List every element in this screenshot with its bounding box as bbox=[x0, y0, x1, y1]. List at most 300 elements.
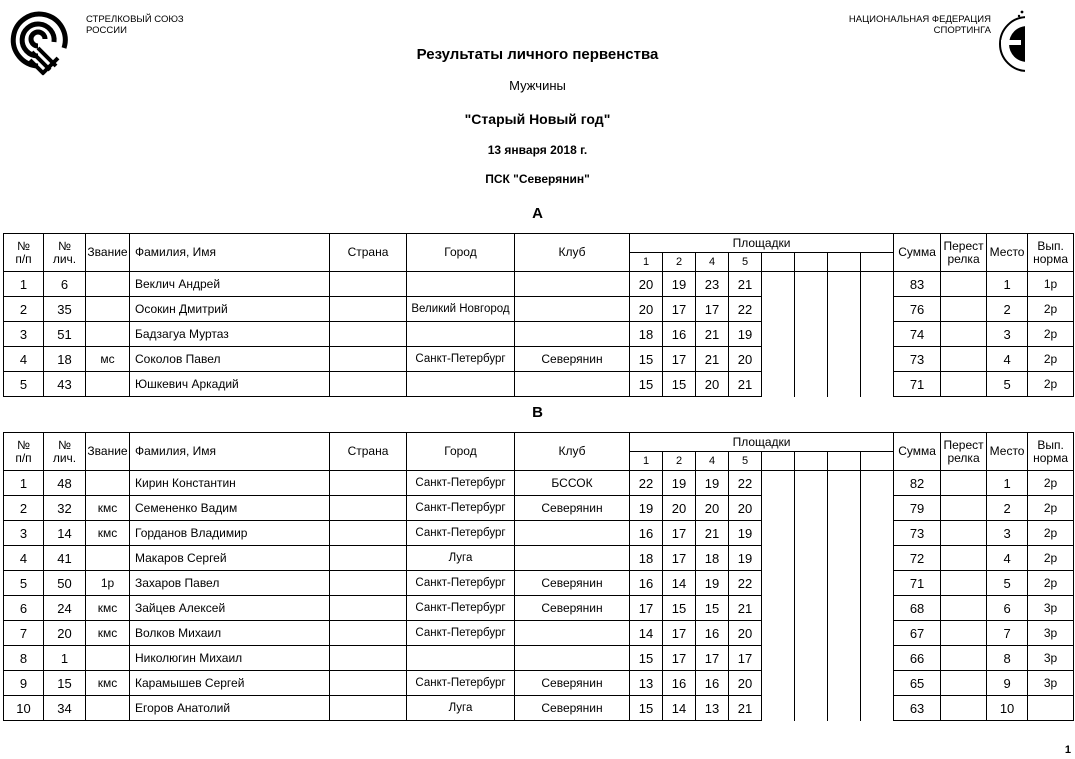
col-header-place: Место bbox=[987, 433, 1028, 471]
sport-rank bbox=[86, 646, 130, 671]
city: Санкт-Петербург bbox=[407, 671, 515, 696]
range-score-empty bbox=[828, 496, 861, 521]
total-score: 72 bbox=[894, 546, 941, 571]
city: Санкт-Петербург bbox=[407, 596, 515, 621]
place: 5 bbox=[987, 571, 1028, 596]
total-score: 65 bbox=[894, 671, 941, 696]
col-header-club: Клуб bbox=[515, 234, 630, 272]
country bbox=[330, 496, 407, 521]
header-line: № bbox=[58, 238, 71, 253]
range-score-empty bbox=[828, 347, 861, 372]
sport-rank: кмс bbox=[86, 596, 130, 621]
total-score: 68 bbox=[894, 596, 941, 621]
range-score-empty bbox=[828, 546, 861, 571]
norm-achieved: 1р bbox=[1028, 272, 1074, 297]
col-header-norm bbox=[1028, 433, 1074, 471]
table-row bbox=[4, 521, 1074, 546]
total-score: 73 bbox=[894, 521, 941, 546]
range-score: 22 bbox=[729, 471, 762, 496]
athlete-name: Бадзагуа Муртаз bbox=[130, 322, 330, 347]
row-number: 5 bbox=[4, 571, 44, 596]
range-score: 21 bbox=[729, 596, 762, 621]
license-number: 35 bbox=[44, 297, 86, 322]
range-empty bbox=[795, 452, 828, 471]
club: Северянин bbox=[515, 347, 630, 372]
shootoff-score bbox=[941, 347, 987, 372]
range-number: 1 bbox=[630, 452, 663, 471]
total-score: 74 bbox=[894, 322, 941, 347]
range-score-empty bbox=[828, 571, 861, 596]
range-score-empty bbox=[795, 297, 828, 322]
range-score-empty bbox=[762, 372, 795, 397]
norm-achieved: 3р bbox=[1028, 646, 1074, 671]
range-score-empty bbox=[828, 521, 861, 546]
row-number: 1 bbox=[4, 272, 44, 297]
range-score-empty bbox=[861, 471, 894, 496]
shootoff-score bbox=[941, 322, 987, 347]
place: 5 bbox=[987, 372, 1028, 397]
range-score-empty bbox=[828, 272, 861, 297]
license-number: 1 bbox=[44, 646, 86, 671]
total-score: 63 bbox=[894, 696, 941, 721]
group-title: А bbox=[532, 205, 543, 222]
range-number: 1 bbox=[630, 253, 663, 272]
place: 1 bbox=[987, 272, 1028, 297]
place: 2 bbox=[987, 496, 1028, 521]
range-score-empty bbox=[762, 347, 795, 372]
total-score: 79 bbox=[894, 496, 941, 521]
sport-rank bbox=[86, 471, 130, 496]
country bbox=[330, 546, 407, 571]
row-number: 4 bbox=[4, 347, 44, 372]
range-score: 19 bbox=[663, 272, 696, 297]
range-score: 22 bbox=[729, 571, 762, 596]
country bbox=[330, 322, 407, 347]
total-score: 71 bbox=[894, 372, 941, 397]
table-row bbox=[4, 496, 1074, 521]
range-score-empty bbox=[795, 496, 828, 521]
range-score: 19 bbox=[630, 496, 663, 521]
license-number: 50 bbox=[44, 571, 86, 596]
col-header-name: Фамилия, Имя bbox=[130, 433, 330, 471]
athlete-name: Соколов Павел bbox=[130, 347, 330, 372]
range-score: 16 bbox=[696, 671, 729, 696]
range-score: 20 bbox=[696, 372, 729, 397]
shootoff-score bbox=[941, 596, 987, 621]
license-number: 14 bbox=[44, 521, 86, 546]
city bbox=[407, 272, 515, 297]
range-score: 21 bbox=[696, 322, 729, 347]
range-score: 19 bbox=[696, 571, 729, 596]
range-score: 18 bbox=[630, 546, 663, 571]
range-score: 17 bbox=[663, 546, 696, 571]
range-score-empty bbox=[762, 471, 795, 496]
range-empty bbox=[861, 253, 894, 272]
range-score: 20 bbox=[729, 347, 762, 372]
header-line: лич. bbox=[52, 450, 77, 465]
document-title: Результаты личного первенства bbox=[416, 46, 659, 63]
range-score-empty bbox=[795, 621, 828, 646]
athlete-name: Зайцев Алексей bbox=[130, 596, 330, 621]
club bbox=[515, 646, 630, 671]
norm-achieved: 2р bbox=[1028, 521, 1074, 546]
city: Луга bbox=[407, 546, 515, 571]
header-line: Вып. bbox=[1037, 238, 1064, 253]
city: Санкт-Петербург bbox=[407, 496, 515, 521]
table-row bbox=[4, 297, 1074, 322]
col-header-number bbox=[4, 433, 44, 471]
col-header-shootoff bbox=[941, 234, 987, 272]
shootoff-score bbox=[941, 571, 987, 596]
range-score-empty bbox=[762, 322, 795, 347]
range-score-empty bbox=[762, 521, 795, 546]
range-empty bbox=[828, 253, 861, 272]
range-score-empty bbox=[861, 646, 894, 671]
range-score: 17 bbox=[663, 646, 696, 671]
place: 6 bbox=[987, 596, 1028, 621]
col-header-rank: Звание bbox=[86, 433, 130, 471]
col-header-rank: Звание bbox=[86, 234, 130, 272]
range-score-empty bbox=[861, 297, 894, 322]
norm-achieved: 2р bbox=[1028, 496, 1074, 521]
range-score: 22 bbox=[729, 297, 762, 322]
license-number: 32 bbox=[44, 496, 86, 521]
range-score: 20 bbox=[696, 496, 729, 521]
range-score: 15 bbox=[663, 372, 696, 397]
header-line: норма bbox=[1033, 251, 1069, 266]
club bbox=[515, 372, 630, 397]
range-score-empty bbox=[861, 571, 894, 596]
col-header-sum: Сумма bbox=[894, 433, 941, 471]
athlete-name: Николюгин Михаил bbox=[130, 646, 330, 671]
row-number: 2 bbox=[4, 297, 44, 322]
header-line: норма bbox=[1033, 450, 1069, 465]
range-number: 2 bbox=[663, 253, 696, 272]
range-score: 20 bbox=[663, 496, 696, 521]
club: Северянин bbox=[515, 671, 630, 696]
range-score-empty bbox=[828, 322, 861, 347]
header-line: п/п bbox=[15, 251, 32, 266]
place: 3 bbox=[987, 322, 1028, 347]
norm-achieved: 2р bbox=[1028, 322, 1074, 347]
norm-achieved bbox=[1028, 696, 1074, 721]
athlete-name: Егоров Анатолий bbox=[130, 696, 330, 721]
range-number: 5 bbox=[729, 253, 762, 272]
shootoff-score bbox=[941, 372, 987, 397]
club bbox=[515, 546, 630, 571]
event-date: 13 января 2018 г. bbox=[487, 143, 588, 157]
shootoff-score bbox=[941, 521, 987, 546]
license-number: 15 bbox=[44, 671, 86, 696]
place: 7 bbox=[987, 621, 1028, 646]
city bbox=[407, 372, 515, 397]
athlete-name: Захаров Павел bbox=[130, 571, 330, 596]
sport-rank: кмс bbox=[86, 671, 130, 696]
range-score-empty bbox=[795, 596, 828, 621]
club: БССОК bbox=[515, 471, 630, 496]
range-score: 13 bbox=[696, 696, 729, 721]
shootoff-score bbox=[941, 297, 987, 322]
city bbox=[407, 646, 515, 671]
shootoff-score bbox=[941, 646, 987, 671]
range-score-empty bbox=[795, 347, 828, 372]
range-score-empty bbox=[828, 372, 861, 397]
range-score: 18 bbox=[696, 546, 729, 571]
club bbox=[515, 297, 630, 322]
country bbox=[330, 671, 407, 696]
range-score-empty bbox=[762, 646, 795, 671]
range-score: 17 bbox=[630, 596, 663, 621]
total-score: 76 bbox=[894, 297, 941, 322]
row-number: 10 bbox=[4, 696, 44, 721]
range-empty bbox=[828, 452, 861, 471]
col-header-number bbox=[4, 234, 44, 272]
range-score: 14 bbox=[663, 571, 696, 596]
range-score: 15 bbox=[630, 696, 663, 721]
col-header-club: Клуб bbox=[515, 433, 630, 471]
city: Санкт-Петербург bbox=[407, 571, 515, 596]
range-empty bbox=[795, 253, 828, 272]
row-number: 4 bbox=[4, 546, 44, 571]
license-number: 18 bbox=[44, 347, 86, 372]
country bbox=[330, 297, 407, 322]
range-score-empty bbox=[861, 696, 894, 721]
range-score: 17 bbox=[663, 297, 696, 322]
sport-rank: кмс bbox=[86, 621, 130, 646]
country bbox=[330, 272, 407, 297]
range-score-empty bbox=[762, 297, 795, 322]
norm-achieved: 3р bbox=[1028, 596, 1074, 621]
country bbox=[330, 596, 407, 621]
shooting-union-logo bbox=[8, 8, 76, 80]
license-number: 24 bbox=[44, 596, 86, 621]
city: Санкт-Петербург bbox=[407, 347, 515, 372]
table-row bbox=[4, 571, 1074, 596]
range-score-empty bbox=[828, 621, 861, 646]
range-score: 23 bbox=[696, 272, 729, 297]
range-score-empty bbox=[762, 696, 795, 721]
sport-rank: кмс bbox=[86, 496, 130, 521]
event-name: "Старый Новый год" bbox=[464, 111, 611, 127]
range-score-empty bbox=[795, 272, 828, 297]
range-score: 20 bbox=[630, 272, 663, 297]
results-table bbox=[3, 233, 1074, 397]
range-score: 15 bbox=[663, 596, 696, 621]
athlete-name: Кирин Константин bbox=[130, 471, 330, 496]
total-score: 66 bbox=[894, 646, 941, 671]
range-score: 19 bbox=[729, 546, 762, 571]
range-score: 20 bbox=[630, 297, 663, 322]
range-score-empty bbox=[795, 322, 828, 347]
range-score-empty bbox=[861, 322, 894, 347]
shootoff-score bbox=[941, 696, 987, 721]
range-score-empty bbox=[762, 621, 795, 646]
shootoff-score bbox=[941, 546, 987, 571]
range-score-empty bbox=[828, 297, 861, 322]
range-score-empty bbox=[762, 496, 795, 521]
license-number: 6 bbox=[44, 272, 86, 297]
range-score-empty bbox=[795, 372, 828, 397]
city: Санкт-Петербург bbox=[407, 471, 515, 496]
city: Великий Новгород bbox=[407, 297, 515, 322]
license-number: 48 bbox=[44, 471, 86, 496]
norm-achieved: 2р bbox=[1028, 571, 1074, 596]
range-score: 13 bbox=[630, 671, 663, 696]
norm-achieved: 2р bbox=[1028, 297, 1074, 322]
col-header-city: Город bbox=[407, 234, 515, 272]
results-table bbox=[3, 432, 1074, 721]
table-row bbox=[4, 646, 1074, 671]
norm-achieved: 2р bbox=[1028, 372, 1074, 397]
range-score-empty bbox=[861, 496, 894, 521]
row-number: 2 bbox=[4, 496, 44, 521]
range-score: 15 bbox=[630, 372, 663, 397]
sport-rank: 1р bbox=[86, 571, 130, 596]
athlete-name: Горданов Владимир bbox=[130, 521, 330, 546]
org-right-name: НАЦИОНАЛЬНАЯ ФЕДЕРАЦИЯ СПОРТИНГА bbox=[848, 14, 991, 36]
col-header-norm bbox=[1028, 234, 1074, 272]
norm-achieved: 2р bbox=[1028, 347, 1074, 372]
sport-rank bbox=[86, 696, 130, 721]
club bbox=[515, 521, 630, 546]
athlete-name: Макаров Сергей bbox=[130, 546, 330, 571]
range-score: 19 bbox=[696, 471, 729, 496]
row-number: 7 bbox=[4, 621, 44, 646]
table-row bbox=[4, 471, 1074, 496]
license-number: 41 bbox=[44, 546, 86, 571]
sport-rank bbox=[86, 272, 130, 297]
range-score: 20 bbox=[729, 621, 762, 646]
country bbox=[330, 471, 407, 496]
sport-rank bbox=[86, 322, 130, 347]
range-score: 17 bbox=[729, 646, 762, 671]
license-number: 43 bbox=[44, 372, 86, 397]
club bbox=[515, 272, 630, 297]
place: 3 bbox=[987, 521, 1028, 546]
country bbox=[330, 621, 407, 646]
place: 4 bbox=[987, 347, 1028, 372]
total-score: 73 bbox=[894, 347, 941, 372]
sport-rank bbox=[86, 546, 130, 571]
norm-achieved: 2р bbox=[1028, 471, 1074, 496]
total-score: 82 bbox=[894, 471, 941, 496]
row-number: 8 bbox=[4, 646, 44, 671]
range-score: 15 bbox=[630, 347, 663, 372]
sport-rank bbox=[86, 297, 130, 322]
club: Северянин bbox=[515, 496, 630, 521]
range-score-empty bbox=[762, 671, 795, 696]
range-empty bbox=[762, 253, 795, 272]
range-score: 21 bbox=[729, 696, 762, 721]
range-score: 19 bbox=[729, 521, 762, 546]
row-number: 3 bbox=[4, 322, 44, 347]
range-score: 16 bbox=[630, 521, 663, 546]
country bbox=[330, 521, 407, 546]
range-score-empty bbox=[762, 596, 795, 621]
athlete-name: Осокин Дмитрий bbox=[130, 297, 330, 322]
norm-achieved: 3р bbox=[1028, 621, 1074, 646]
range-score: 18 bbox=[630, 322, 663, 347]
col-header-place: Место bbox=[987, 234, 1028, 272]
range-empty bbox=[861, 452, 894, 471]
range-score-empty bbox=[861, 272, 894, 297]
col-header-city: Город bbox=[407, 433, 515, 471]
license-number: 51 bbox=[44, 322, 86, 347]
header-line: № bbox=[58, 437, 71, 452]
header-line: релка bbox=[947, 450, 980, 465]
col-header-license bbox=[44, 234, 86, 272]
range-score: 15 bbox=[630, 646, 663, 671]
total-score: 83 bbox=[894, 272, 941, 297]
header-line: Перест bbox=[943, 238, 984, 253]
col-header-ranges: Площадки bbox=[630, 433, 894, 452]
table-row bbox=[4, 621, 1074, 646]
city: Луга bbox=[407, 696, 515, 721]
range-score-empty bbox=[762, 546, 795, 571]
row-number: 9 bbox=[4, 671, 44, 696]
range-score-empty bbox=[861, 347, 894, 372]
range-score-empty bbox=[795, 546, 828, 571]
range-score: 19 bbox=[729, 322, 762, 347]
row-number: 6 bbox=[4, 596, 44, 621]
club: Северянин bbox=[515, 571, 630, 596]
total-score: 71 bbox=[894, 571, 941, 596]
range-score: 16 bbox=[663, 322, 696, 347]
athlete-name: Веклич Андрей bbox=[130, 272, 330, 297]
table-row bbox=[4, 596, 1074, 621]
row-number: 1 bbox=[4, 471, 44, 496]
range-score: 21 bbox=[696, 521, 729, 546]
place: 8 bbox=[987, 646, 1028, 671]
range-score: 14 bbox=[663, 696, 696, 721]
range-score-empty bbox=[795, 521, 828, 546]
col-header-license bbox=[44, 433, 86, 471]
range-score: 15 bbox=[696, 596, 729, 621]
place: 10 bbox=[987, 696, 1028, 721]
col-header-shootoff bbox=[941, 433, 987, 471]
range-score: 17 bbox=[663, 521, 696, 546]
norm-achieved: 2р bbox=[1028, 546, 1074, 571]
table-row bbox=[4, 671, 1074, 696]
col-header-name: Фамилия, Имя bbox=[130, 234, 330, 272]
country bbox=[330, 347, 407, 372]
table-row bbox=[4, 696, 1074, 721]
col-header-country: Страна bbox=[330, 433, 407, 471]
range-number: 2 bbox=[663, 452, 696, 471]
city: Санкт-Петербург bbox=[407, 621, 515, 646]
shootoff-score bbox=[941, 272, 987, 297]
range-score-empty bbox=[861, 521, 894, 546]
range-score: 20 bbox=[729, 496, 762, 521]
range-number: 4 bbox=[696, 253, 729, 272]
place: 9 bbox=[987, 671, 1028, 696]
range-score-empty bbox=[828, 471, 861, 496]
table-row bbox=[4, 322, 1074, 347]
range-score-empty bbox=[861, 621, 894, 646]
range-score: 17 bbox=[696, 646, 729, 671]
range-score: 17 bbox=[696, 297, 729, 322]
range-score-empty bbox=[861, 671, 894, 696]
range-score-empty bbox=[828, 596, 861, 621]
header-line: Вып. bbox=[1037, 437, 1064, 452]
sport-rank: мс bbox=[86, 347, 130, 372]
category-label: Мужчины bbox=[509, 78, 566, 93]
range-score: 19 bbox=[663, 471, 696, 496]
country bbox=[330, 696, 407, 721]
shootoff-score bbox=[941, 471, 987, 496]
header-line: № bbox=[17, 238, 30, 253]
range-score-empty bbox=[762, 272, 795, 297]
